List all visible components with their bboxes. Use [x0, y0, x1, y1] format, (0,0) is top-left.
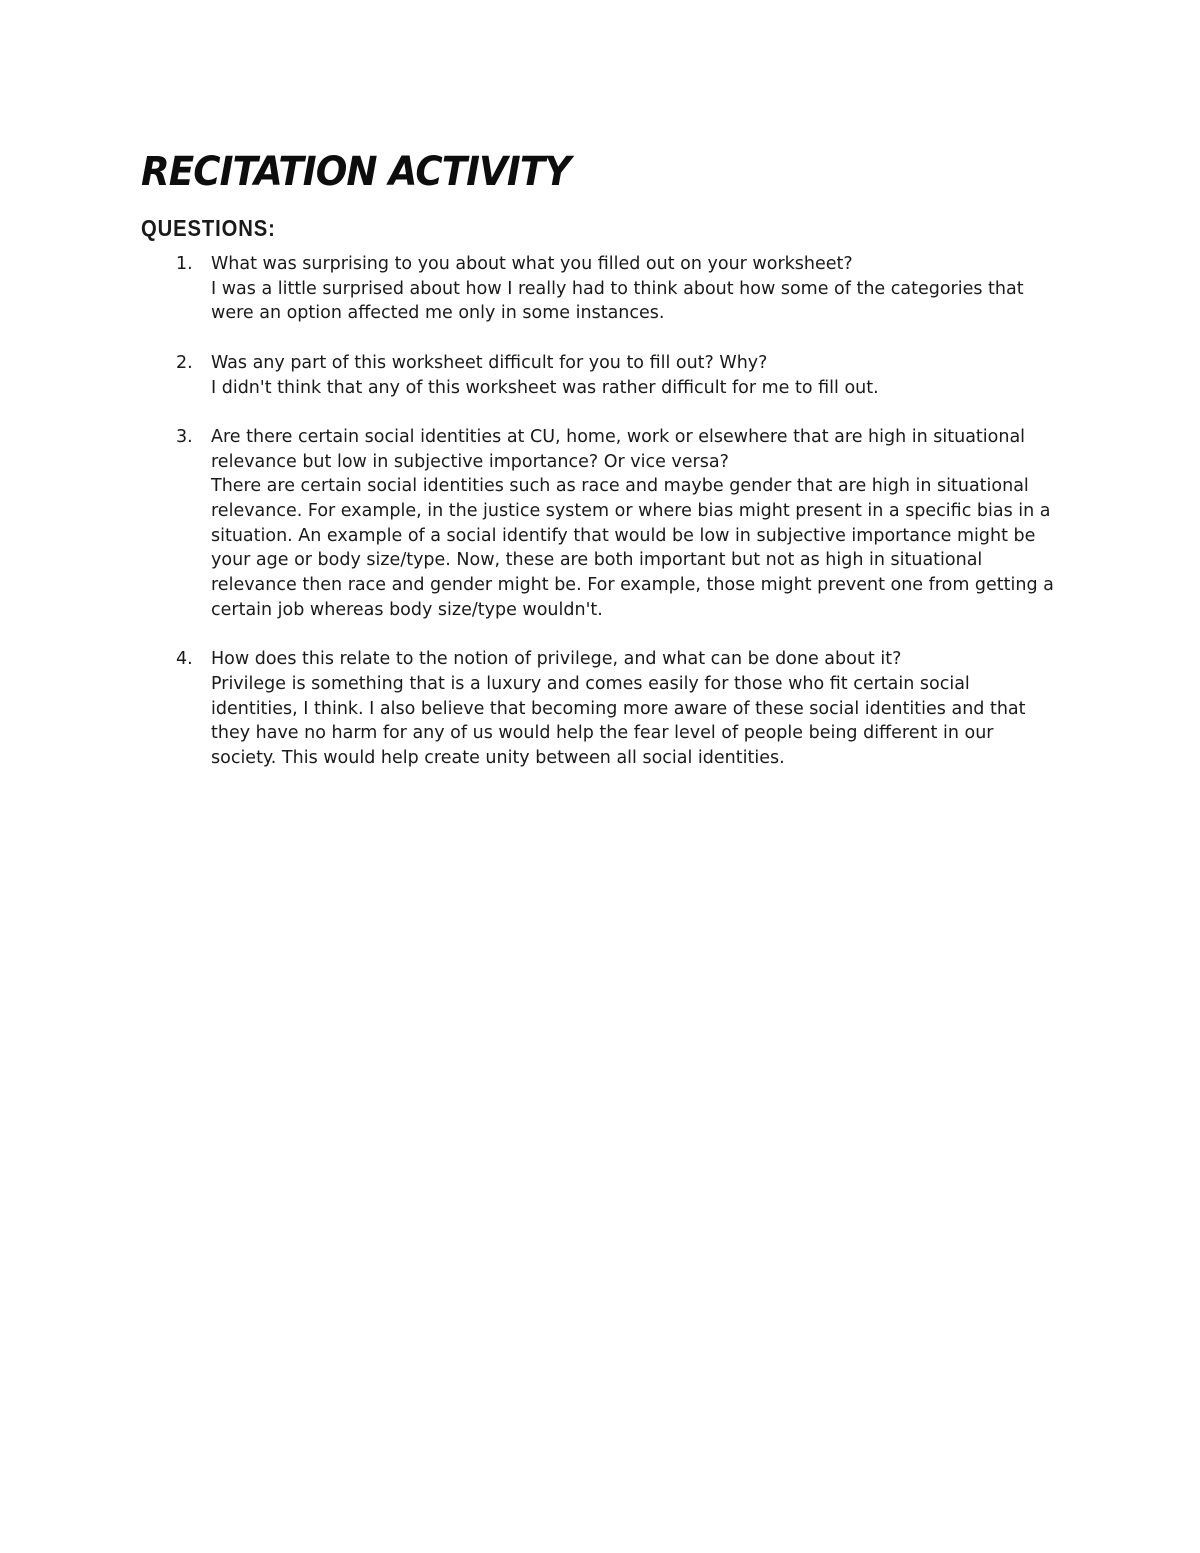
question-text: Was any part of this worksheet difficult for you to fill out? Why?	[211, 352, 768, 373]
question-number: 2.	[176, 352, 193, 373]
question-item	[0, 647, 1061, 771]
answer-text: I was a little surprised about how I really had to think about how some of the categories that were an option affected me only in some instances.	[211, 278, 1024, 324]
answer-text: There are certain social identities such as race and maybe gender that are high in situational relevance. For example, in the justice system or where bias might present in a specific bias in a situation. An example of a social identify that would be low in subjective importance might be your age or body size/type. Now, these are both important but not as high in situational relevance then race and gender might be. For example, those might prevent one from getting a certain job whereas body size/type wouldn't.	[211, 476, 1054, 620]
question-text: Are there certain social identities at CU, home, work or elsewhere that are high in situational relevance but low in subjective importance? Or vice versa?	[211, 426, 1026, 472]
answer-text: I didn't think that any of this worksheet was rather difficult for me to fill out.	[211, 377, 879, 398]
question-item	[0, 252, 1061, 326]
question-number: 3.	[176, 426, 193, 447]
questions-list	[0, 252, 1200, 795]
question-number: 1.	[176, 254, 193, 274]
question-text: What was surprising to you about what you filled out on your worksheet?	[211, 254, 853, 274]
question-text: How does this relate to the notion of privilege, and what can be done about it?	[211, 649, 902, 670]
question-number: 4.	[176, 649, 193, 670]
question-item	[0, 351, 1061, 400]
question-item	[0, 425, 1061, 623]
answer-text: Privilege is something that is a luxury and comes easily for those who fit certain social identities, I think. I also believe that becoming more aware of these social identities and that they have no harm for any of us would help the fear level of people being different in our society. This would help create unity between all social identities.	[211, 673, 1026, 769]
page-title: RECITATION ACTIVITY	[141, 149, 571, 195]
questions-heading: QUESTIONS:	[141, 215, 276, 241]
